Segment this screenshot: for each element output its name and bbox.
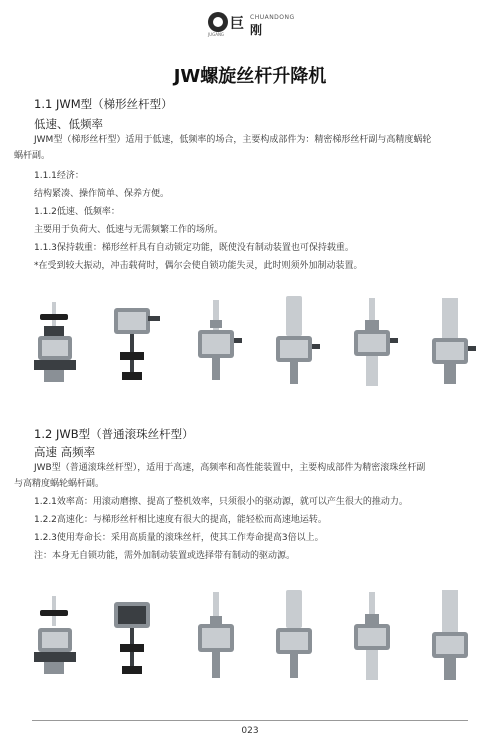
logo-script: 刚 [250,23,263,37]
product-image [342,294,402,394]
section1-para-5: 1.1.3保持载重：梯形丝杆具有自动锁定功能，既使没有制动装置也可保持载重。 [34,243,354,253]
logo-chinese: 巨 [230,16,245,32]
page-header [0,0,500,40]
section2-intro-line1: JWB型（普通滚珠丝杆型），适用于高速，高频率和高性能装置中，主要构成部件为精密滚珠丝杆副 [34,463,426,473]
product-image [420,588,480,688]
jwb-product-images [20,588,480,688]
section2-intro-line2: 与高精度蜗轮蜗杆副。 [14,479,105,489]
section1-para-2: 结构紧凑、操作简单、保养方便。 [34,189,170,199]
product-image [30,588,90,688]
section1-para-1: 1.1.1经济： [34,171,84,181]
product-image [108,294,168,394]
product-image [420,294,480,394]
page-title: JW螺旋丝杆升降机 [173,66,327,87]
product-image [186,588,246,688]
logo-mark-icon [208,12,228,32]
logo-small-text: JUGANG [208,32,225,37]
footer-divider [32,720,468,721]
section2-para-2: 1.2.2高速化：与梯形丝杆相比速度有很大的提高，能轻松而高速地运转。 [34,515,327,525]
product-image [108,588,168,688]
section1-intro-line1: JWM型（梯形丝杆型）适用于低速，低频率的场合，主要构成部件为：精密梯形丝杆副与高精度蜗轮 [34,135,432,145]
section2-para-1: 1.2.1效率高：用滚动磨擦、提高了整机效率，只须很小的驱动源，就可以产生很大的推动力。 [34,497,408,507]
jwm-product-images [20,294,480,394]
product-image [342,588,402,688]
company-logo [208,12,300,36]
section1-para-3: 1.1.2低速、低频率： [34,207,120,217]
section1-subheading: 低速、低频率 [34,117,103,131]
product-image [264,588,324,688]
section2-subheading: 高速 高频率 [34,445,96,459]
logo-english: CHUANDONG [250,14,295,21]
section2-para-4: 注：本身无自锁功能，需外加制动装置或选择带有制动的驱动源。 [34,551,296,561]
section1-heading: 1.1 JWM型（梯形丝杆型） [34,97,173,111]
section2-para-3: 1.2.3使用寿命长：采用高质量的滚珠丝杆，使其工作寿命提高3倍以上。 [34,533,324,543]
section1-para-6: *在受到较大振动，冲击载荷时，偶尔会使自锁功能失灵，此时则须外加制动装置。 [34,261,363,271]
section1-intro-line2: 蜗杆副。 [14,151,51,161]
product-image [30,294,90,394]
page-number: 023 [241,726,259,736]
section2-heading: 1.2 JWB型（普通滚珠丝杆型） [34,427,194,441]
product-image [264,294,324,394]
section1-para-4: 主要用于负荷大、低速与无需频繁工作的场所。 [34,225,224,235]
product-image [186,294,246,394]
